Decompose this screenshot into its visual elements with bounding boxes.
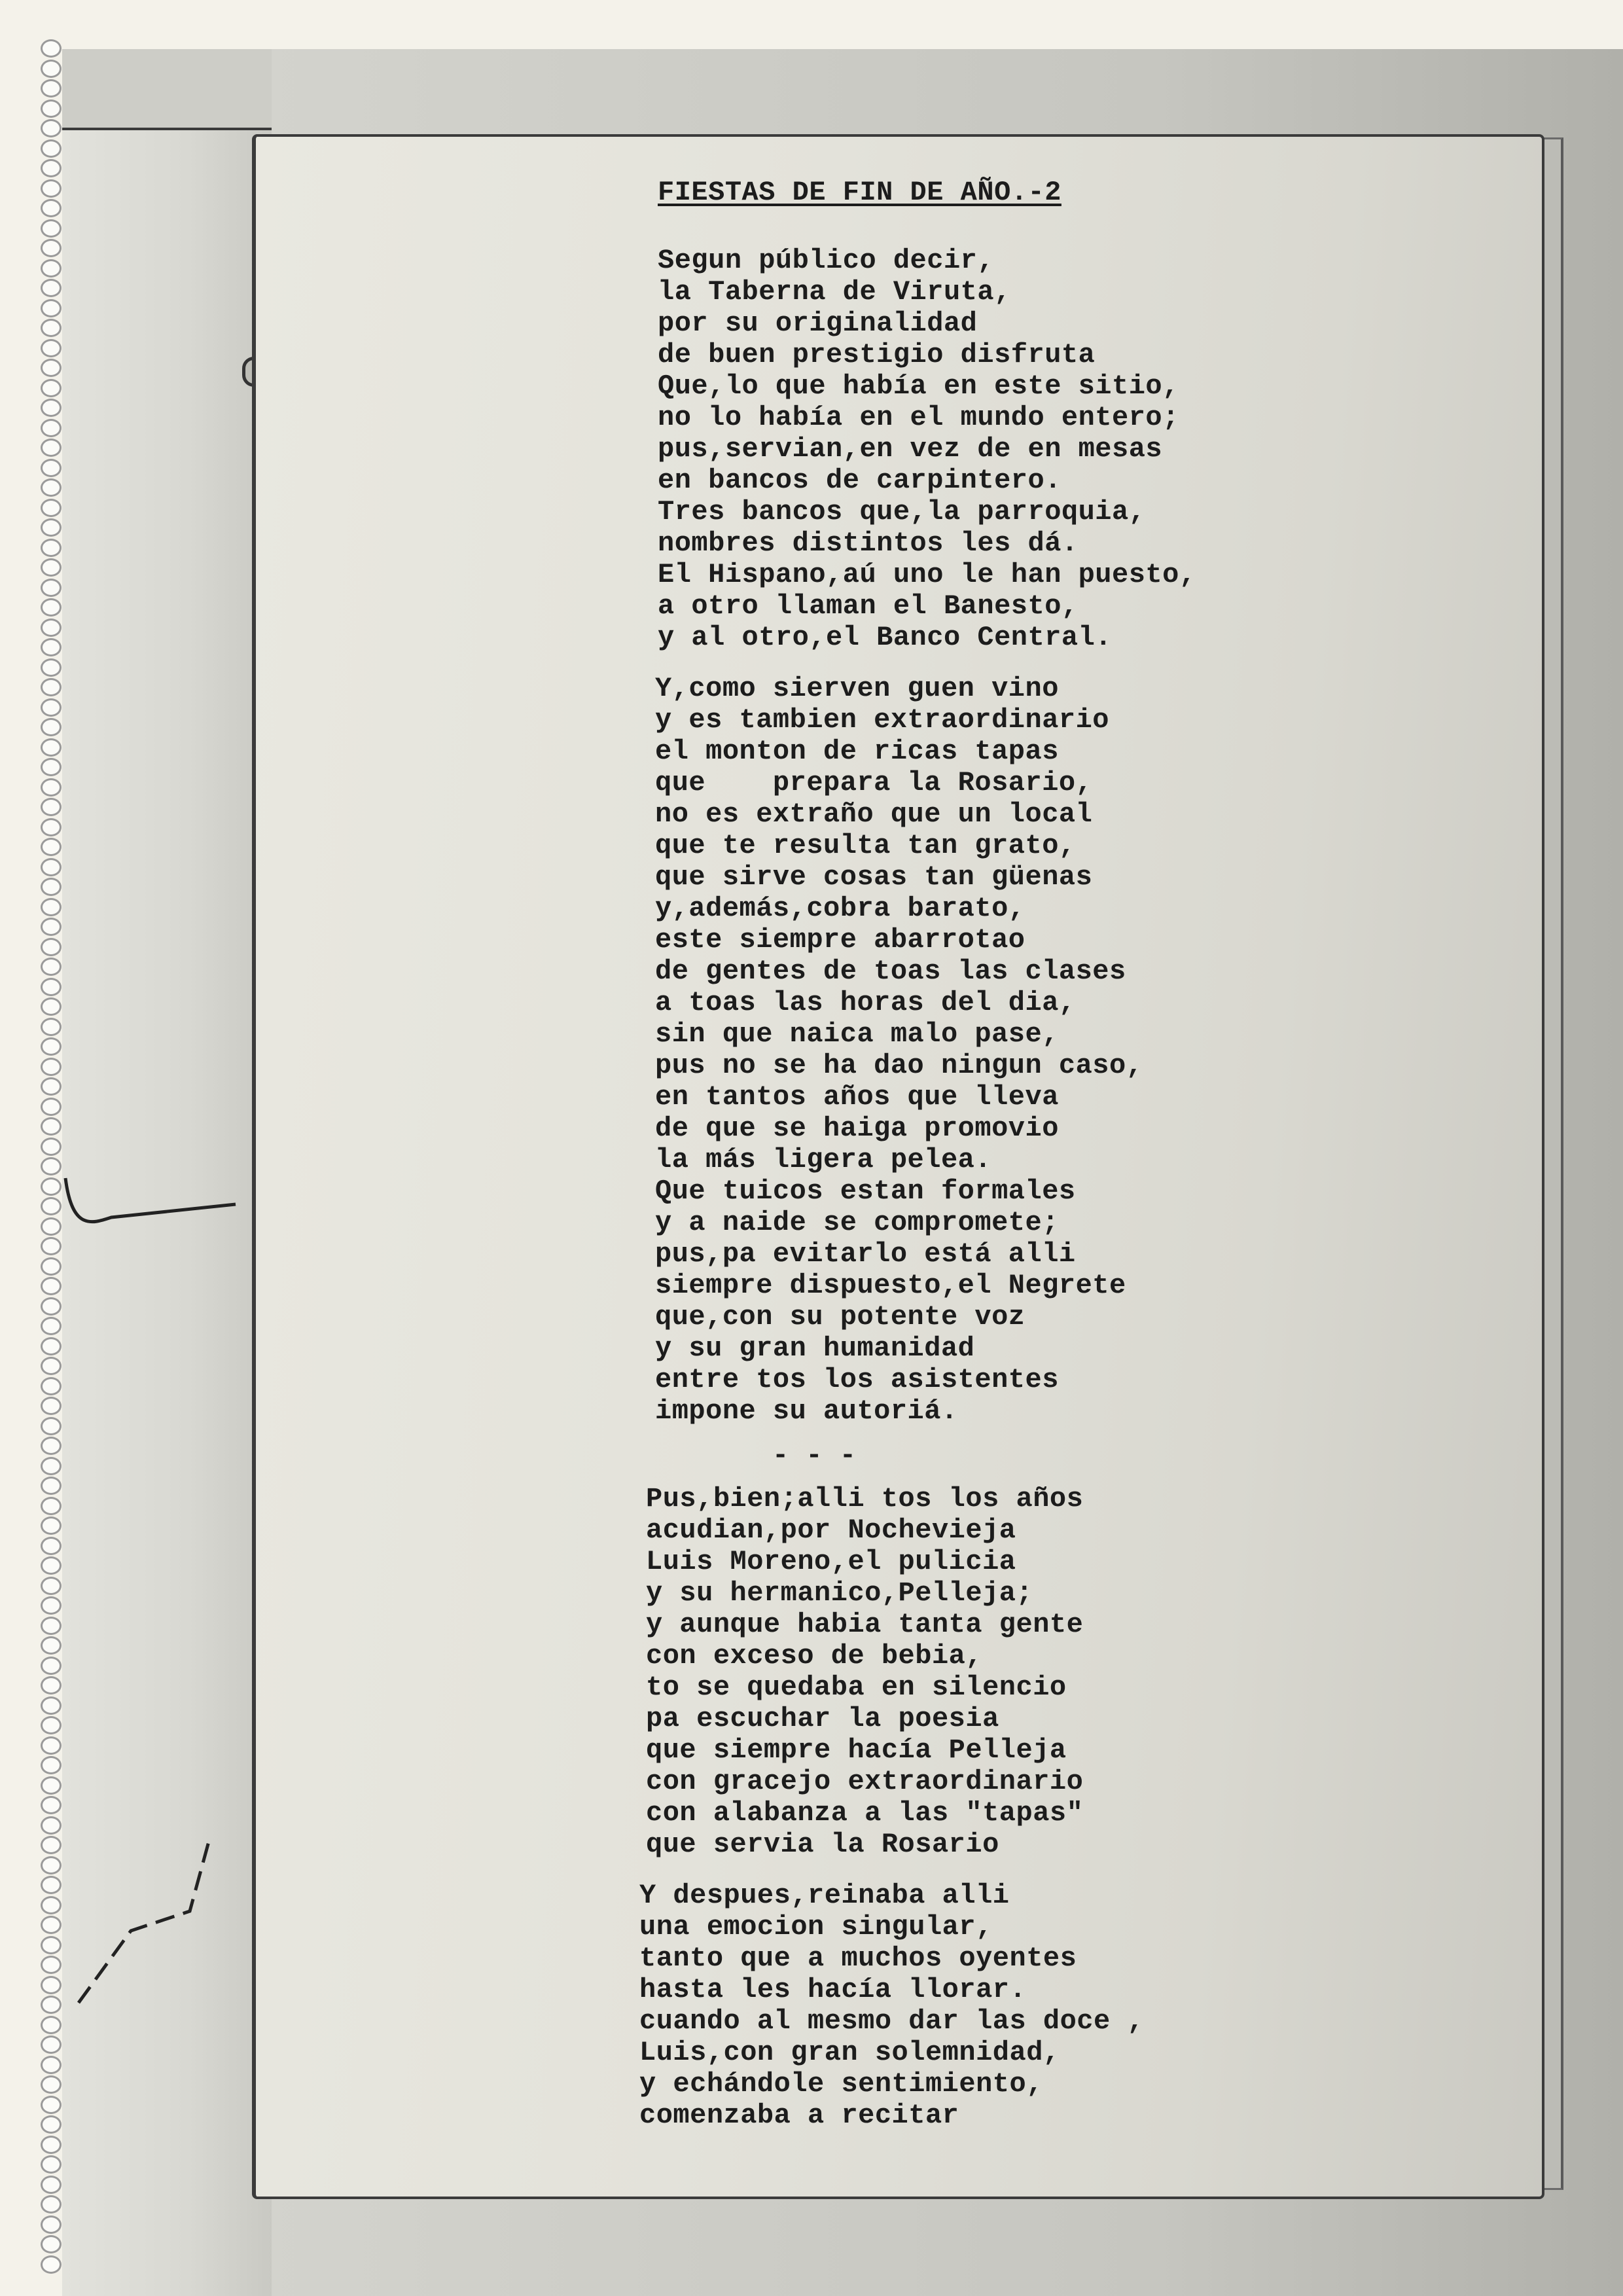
poem-line: Luis,con gran solemnidad, <box>639 2037 1060 2068</box>
stanza-1 <box>658 245 1502 653</box>
poem-line: Luis Moreno,el pulicia <box>646 1546 1016 1577</box>
poem-line: cuando al mesmo dar las doce , <box>639 2005 1145 2037</box>
poem-line: que servia la Rosario <box>646 1829 999 1860</box>
poem-line: con exceso de bebia, <box>646 1640 983 1672</box>
poem-line: que sirve cosas tan güenas <box>655 861 1093 893</box>
poem-line: y es tambien extraordinario <box>655 704 1110 736</box>
poem-line: entre tos los asistentes <box>655 1364 1059 1395</box>
poem-line: con gracejo extraordinario <box>646 1766 1084 1797</box>
poem-line: Que,lo que había en este sitio, <box>658 370 1179 402</box>
poem-line: Tres bancos que,la parroquia, <box>658 496 1146 528</box>
poem-line: tanto que a muchos oyentes <box>639 1943 1077 1974</box>
poem-line: pus,servian,en vez de en mesas <box>658 433 1163 465</box>
page-title: FIESTAS DE FIN DE AÑO.-2 <box>658 177 1061 208</box>
poem-line: pa escuchar la poesia <box>646 1703 999 1734</box>
poem-line: y su gran humanidad <box>655 1333 975 1364</box>
poem-line: la Taberna de Viruta, <box>658 276 1011 308</box>
poem-line: y al otro,el Banco Central. <box>658 622 1113 653</box>
poem-line: a toas las horas del dia, <box>655 987 1076 1018</box>
poem-line: que siempre hacía Pelleja <box>646 1734 1067 1766</box>
stanza-2 <box>655 673 1502 1427</box>
poem-line: en tantos años que lleva <box>655 1081 1059 1113</box>
poem-line: Y,como sierven guen vino <box>655 673 1059 704</box>
poem-line: El Hispano,aú uno le han puesto, <box>658 559 1196 590</box>
poem-line: por su originalidad <box>658 308 978 339</box>
poem-line: que prepara la Rosario, <box>655 767 1093 798</box>
poem-line: que,con su potente voz <box>655 1301 1026 1333</box>
poem-line: siempre dispuesto,el Negrete <box>655 1270 1126 1301</box>
pen-mark-curve <box>65 1178 236 1222</box>
poem-line: a otro llaman el Banesto, <box>658 590 1079 622</box>
poem-line: sin que naica malo pase, <box>655 1018 1059 1050</box>
poem-line: pus no se ha dao ningun caso, <box>655 1050 1143 1081</box>
poem-line: no lo había en el mundo entero; <box>658 402 1179 433</box>
poem-line: una emocion singular, <box>639 1911 993 1943</box>
poem-line: no es extraño que un local <box>655 798 1093 830</box>
poem-line: to se quedaba en silencio <box>646 1672 1067 1703</box>
stanza-separator: - - - <box>772 1440 857 1471</box>
poem-line: comenzaba a recitar <box>639 2100 959 2131</box>
poem-line: Que tuicos estan formales <box>655 1175 1076 1207</box>
poem-line: impone su autoriá. <box>655 1395 958 1427</box>
poem-line: de que se haiga promovio <box>655 1113 1059 1144</box>
stanza-4 <box>639 1880 1502 2131</box>
poem-line: que te resulta tan grato, <box>655 830 1076 861</box>
poem-line: la más ligera pelea. <box>655 1144 992 1175</box>
poem-line: hasta les hacía llorar. <box>639 1974 1027 2005</box>
poem-line: Y despues,reinaba alli <box>639 1880 1010 1911</box>
poem-line: y su hermanico,Pelleja; <box>646 1577 1033 1609</box>
poem-line: de gentes de toas las clases <box>655 956 1126 987</box>
poem-line: nombres distintos les dá. <box>658 528 1079 559</box>
stanza-3 <box>646 1483 1502 1860</box>
poem-line: y aunque habia tanta gente <box>646 1609 1084 1640</box>
poem-document <box>638 177 1502 2151</box>
poem-line: y echándole sentimiento, <box>639 2068 1043 2100</box>
poem-line: de buen prestigio disfruta <box>658 339 1096 370</box>
poem-line: Segun público decir, <box>658 245 995 276</box>
poem-line: y,además,cobra barato, <box>655 893 1026 924</box>
poem-line: Pus,bien;alli tos los años <box>646 1483 1084 1515</box>
poem-line: el monton de ricas tapas <box>655 736 1059 767</box>
poem-line: acudian,por Nochevieja <box>646 1515 1016 1546</box>
pen-mark-dashed <box>79 1839 209 2003</box>
poem-line: este siempre abarrotao <box>655 924 1026 956</box>
poem-line: pus,pa evitarlo está alli <box>655 1238 1076 1270</box>
poem-line: y a naide se compromete; <box>655 1207 1059 1238</box>
poem-line: con alabanza a las "tapas" <box>646 1797 1084 1829</box>
poem-line: en bancos de carpintero. <box>658 465 1061 496</box>
